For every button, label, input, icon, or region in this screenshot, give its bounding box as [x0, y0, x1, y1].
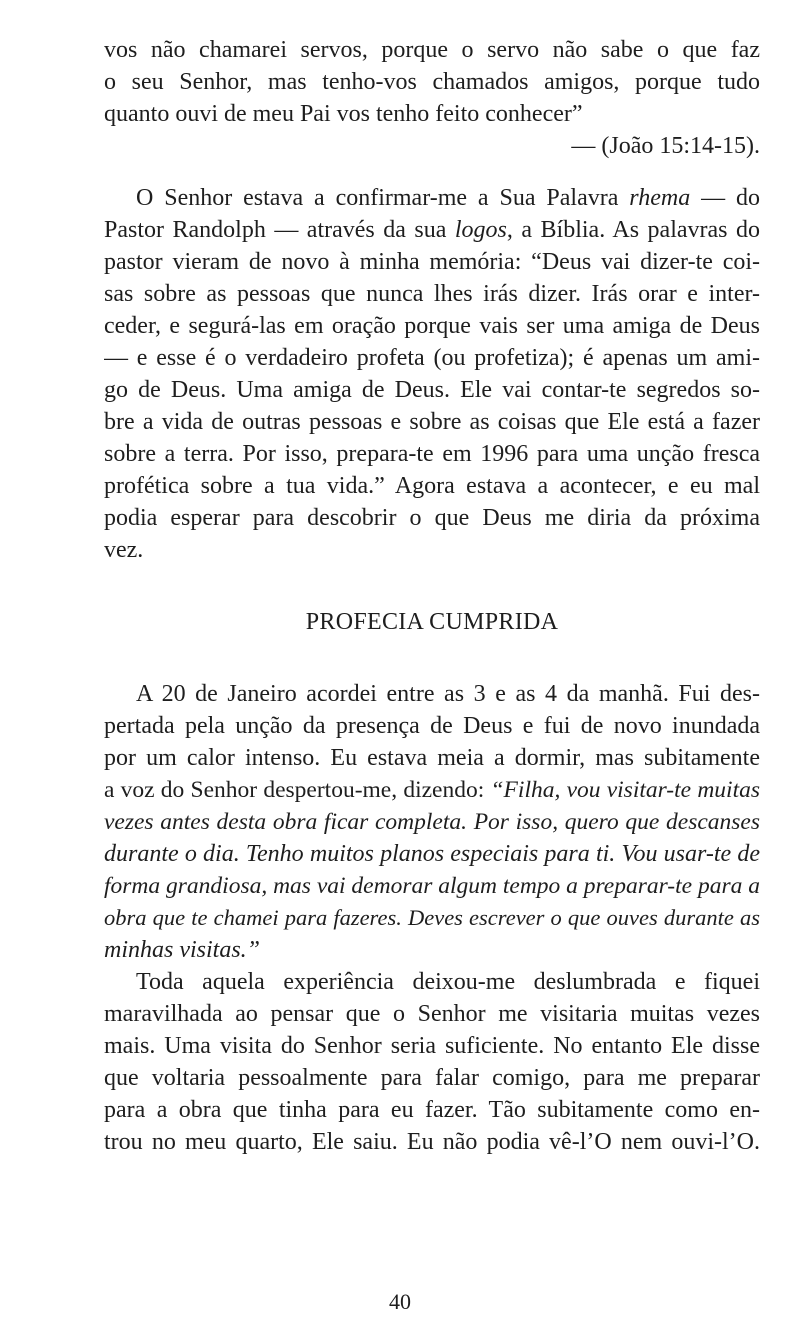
paragraph-line: sobre a terra. Por isso, prepara-te em 1996 para uma unção fresca: [104, 441, 760, 467]
paragraph-line: por um calor intenso. Eu estava meia a dormir, mas subitamente: [104, 745, 760, 771]
paragraph-3: [104, 966, 760, 1158]
paragraph-line: [104, 774, 760, 806]
page-number: 40: [389, 1289, 411, 1314]
italic-term: logos: [454, 217, 507, 243]
paragraph-line: profética sobre a tua vida.” Agora estava a acontecer, e eu mal: [104, 473, 760, 499]
paragraph-1: [104, 182, 760, 566]
text-run: , a Bíblia. As palavras do: [506, 217, 760, 243]
text-run: a voz do Senhor despertou-me, dizendo:: [104, 777, 491, 803]
paragraph-line: sas sobre as pessoas que nunca lhes irás dizer. Irás orar e inter-: [104, 281, 760, 307]
paragraph-2: [104, 678, 760, 966]
bible-quote: [104, 34, 760, 162]
italic-line: durante o dia. Tenho muitos planos especiais para ti. Vou usar-te de: [104, 841, 760, 867]
paragraph-line: para a obra que tinha para eu fazer. Tão subitamente como en-: [104, 1097, 760, 1123]
paragraph-line: pertada pela unção da presença de Deus e fui de novo inundada: [104, 713, 760, 739]
paragraph-line: ceder, e segurá-las em oração porque vais ser uma amiga de Deus: [104, 313, 760, 339]
italic-line: forma grandiosa, mas vai demorar algum tempo a preparar-te para a: [104, 873, 760, 899]
quote-line: o seu Senhor, mas tenho-vos chamados amigos, porque tudo: [104, 69, 760, 95]
paragraph-line: mais. Uma visita do Senhor seria suficiente. No entanto Ele disse: [104, 1033, 760, 1059]
paragraph-line: — e esse é o verdadeiro profeta (ou profetiza); é apenas um ami-: [104, 345, 760, 371]
paragraph-line: Toda aquela experiência deixou-me deslumbrada e fiquei: [136, 969, 760, 995]
italic-line: obra que te chamei para fazeres. Deves escrever o que ouves durante as: [104, 905, 760, 930]
text-run: O Senhor estava a confirmar-me a Sua Palavra: [136, 185, 630, 211]
quote-line: vos não chamarei servos, porque o servo não sabe o que faz: [104, 37, 760, 63]
paragraph-line: podia esperar para descobrir o que Deus me diria da próxima: [104, 505, 760, 531]
paragraph-line: vez.: [104, 537, 144, 563]
italic-run: “Filha, vou visitar-te muitas: [490, 777, 760, 803]
text-run: — do: [690, 185, 760, 211]
paragraph-line: [104, 182, 760, 214]
quote-line: quanto ouvi de meu Pai vos tenho feito conhecer”: [104, 101, 583, 127]
paragraph-line: maravilhada ao pensar que o Senhor me visitaria muitas vezes: [104, 1001, 760, 1027]
paragraph-line: [104, 214, 760, 246]
italic-line: vezes antes desta obra ficar completa. Por isso, quero que descanses: [104, 809, 760, 835]
paragraph-line: trou no meu quarto, Ele saiu. Eu não podia vê-l’O nem ouvi-l’O.: [104, 1129, 760, 1155]
italic-line: minhas visitas.”: [104, 937, 261, 963]
quote-reference: — (João 15:14-15).: [571, 133, 760, 159]
italic-term: rhema: [629, 185, 691, 211]
paragraph-line: go de Deus. Uma amiga de Deus. Ele vai contar-te segredos so-: [104, 377, 760, 403]
section-heading: PROFECIA CUMPRIDA: [305, 609, 559, 635]
paragraph-line: pastor vieram de novo à minha memória: “Deus vai dizer-te coi-: [104, 249, 760, 275]
paragraph-line: que voltaria pessoalmente para falar comigo, para me preparar: [104, 1065, 760, 1091]
paragraph-line: bre a vida de outras pessoas e sobre as coisas que Ele está a fazer: [104, 409, 760, 435]
paragraph-line: A 20 de Janeiro acordei entre as 3 e as 4 da manhã. Fui des-: [136, 681, 760, 707]
text-run: Pastor Randolph — através da sua: [104, 217, 455, 243]
book-page: [104, 34, 760, 1294]
